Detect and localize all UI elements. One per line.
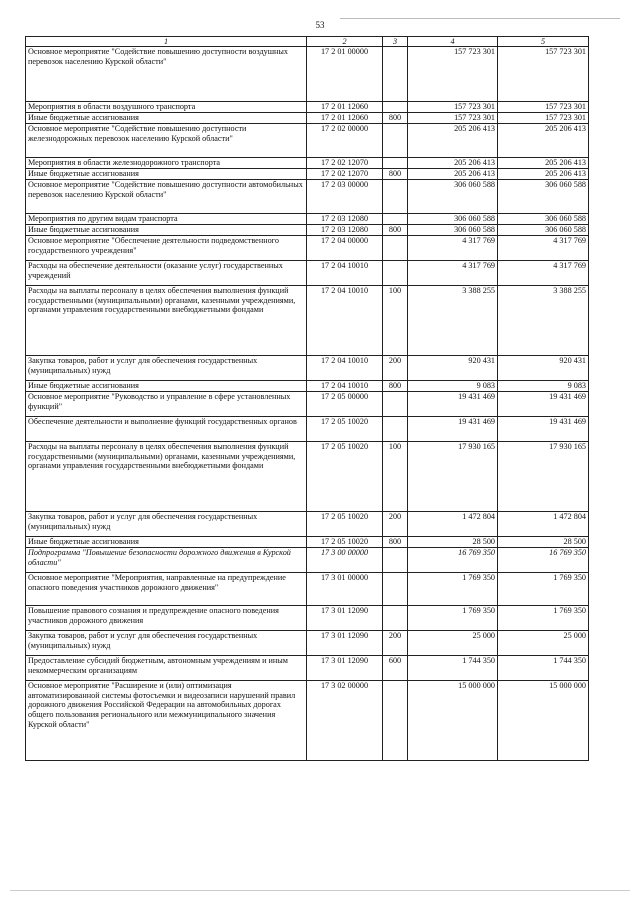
scan-edge-line — [340, 18, 620, 19]
row-amount-cell: 157 723 301 — [498, 113, 589, 124]
row-name-cell: Расходы на выплаты персоналу в целях обеспечения выполнения функций государственными (муниципальными) органами, казенными учреждениями, органами управления государственными внебюджетными фондами — [26, 286, 307, 356]
row-amount-cell: 1 744 350 — [408, 656, 498, 681]
row-code-cell: 17 2 04 00000 — [307, 236, 383, 261]
row-name-cell: Мероприятия в области воздушного транспорта — [26, 102, 307, 113]
row-amount-cell: 306 060 588 — [408, 214, 498, 225]
row-expense-type-cell — [383, 158, 408, 169]
row-expense-type-cell: 100 — [383, 286, 408, 356]
page-bottom-line — [10, 890, 630, 891]
row-expense-type-cell — [383, 180, 408, 214]
row-name-cell: Мероприятия в области железнодорожного транспорта — [26, 158, 307, 169]
row-amount-cell: 17 930 165 — [498, 442, 589, 512]
row-expense-type-cell: 200 — [383, 512, 408, 537]
row-code-cell: 17 2 03 00000 — [307, 180, 383, 214]
row-amount-cell: 1 744 350 — [498, 656, 589, 681]
column-header-3: 3 — [383, 37, 408, 47]
row-expense-type-cell — [383, 102, 408, 113]
table-header-row — [26, 37, 589, 47]
row-expense-type-cell — [383, 392, 408, 417]
table-body — [26, 47, 589, 761]
row-name-cell: Иные бюджетные ассигнования — [26, 113, 307, 124]
row-amount-cell: 920 431 — [498, 356, 589, 381]
row-amount-cell: 16 769 350 — [498, 548, 589, 573]
row-name-cell: Расходы на выплаты персоналу в целях обеспечения выполнения функций государственными (муниципальными) органами, казенными учреждениями, органами управления государственными внебюджетными фондами — [26, 442, 307, 512]
row-expense-type-cell: 200 — [383, 631, 408, 656]
table-row — [26, 417, 589, 442]
row-amount-cell: 4 317 769 — [408, 236, 498, 261]
row-expense-type-cell: 200 — [383, 356, 408, 381]
row-code-cell: 17 2 03 12080 — [307, 214, 383, 225]
row-name-cell: Иные бюджетные ассигнования — [26, 381, 307, 392]
row-code-cell: 17 2 02 00000 — [307, 124, 383, 158]
budget-table — [25, 36, 589, 761]
table-row — [26, 631, 589, 656]
row-name-cell: Основное мероприятие "Содействие повышению доступности воздушных перевозок населению Курской области" — [26, 47, 307, 102]
row-code-cell: 17 2 05 00000 — [307, 392, 383, 417]
row-amount-cell: 205 206 413 — [408, 124, 498, 158]
row-name-cell: Иные бюджетные ассигнования — [26, 225, 307, 236]
row-amount-cell: 205 206 413 — [408, 158, 498, 169]
row-name-cell: Иные бюджетные ассигнования — [26, 537, 307, 548]
row-amount-cell: 157 723 301 — [498, 47, 589, 102]
page-number: 53 — [315, 20, 325, 30]
row-amount-cell: 205 206 413 — [498, 158, 589, 169]
row-code-cell: 17 2 04 10010 — [307, 356, 383, 381]
table-row — [26, 214, 589, 225]
table-row — [26, 442, 589, 512]
row-code-cell: 17 2 01 12060 — [307, 113, 383, 124]
row-code-cell: 17 2 01 12060 — [307, 102, 383, 113]
column-header-1: 1 — [26, 37, 307, 47]
row-name-cell: Основное мероприятие "Расширение и (или) оптимизация автоматизированной системы фотосъемки и видеозаписи нарушений правил дорожного движения Российской Федерации на автомобильных дорогах общего пользования регионального или межмуниципального значения Курской области" — [26, 681, 307, 761]
row-name-cell: Закупка товаров, работ и услуг для обеспечения государственных (муниципальных) нужд — [26, 356, 307, 381]
row-expense-type-cell — [383, 606, 408, 631]
row-amount-cell: 25 000 — [408, 631, 498, 656]
row-amount-cell: 9 083 — [408, 381, 498, 392]
row-expense-type-cell — [383, 236, 408, 261]
row-amount-cell: 15 000 000 — [408, 681, 498, 761]
row-code-cell: 17 2 04 10010 — [307, 381, 383, 392]
table-row — [26, 236, 589, 261]
table-row — [26, 169, 589, 180]
row-expense-type-cell: 800 — [383, 537, 408, 548]
row-amount-cell: 1 472 804 — [408, 512, 498, 537]
row-amount-cell: 25 000 — [498, 631, 589, 656]
row-amount-cell: 19 431 469 — [408, 417, 498, 442]
row-amount-cell: 920 431 — [408, 356, 498, 381]
row-amount-cell: 3 388 255 — [498, 286, 589, 356]
row-name-cell: Расходы на обеспечение деятельности (оказание услуг) государственных учреждений — [26, 261, 307, 286]
column-header-5: 5 — [498, 37, 589, 47]
row-amount-cell: 15 000 000 — [498, 681, 589, 761]
row-amount-cell: 1 769 350 — [498, 573, 589, 606]
row-code-cell: 17 2 02 12070 — [307, 169, 383, 180]
table-row — [26, 681, 589, 761]
row-code-cell: 17 2 02 12070 — [307, 158, 383, 169]
table-row — [26, 548, 589, 573]
row-amount-cell: 306 060 588 — [408, 225, 498, 236]
row-expense-type-cell: 100 — [383, 442, 408, 512]
row-amount-cell: 1 769 350 — [408, 573, 498, 606]
row-amount-cell: 19 431 469 — [498, 392, 589, 417]
row-name-cell: Подпрограмма "Повышение безопасности дорожного движения в Курской области" — [26, 548, 307, 573]
row-amount-cell: 205 206 413 — [408, 169, 498, 180]
row-amount-cell: 306 060 588 — [498, 214, 589, 225]
row-name-cell: Мероприятия по другим видам транспорта — [26, 214, 307, 225]
column-header-2: 2 — [307, 37, 383, 47]
table-row — [26, 225, 589, 236]
row-amount-cell: 157 723 301 — [408, 47, 498, 102]
row-expense-type-cell: 800 — [383, 169, 408, 180]
row-amount-cell: 9 083 — [498, 381, 589, 392]
table-row — [26, 158, 589, 169]
row-name-cell: Закупка товаров, работ и услуг для обеспечения государственных (муниципальных) нужд — [26, 631, 307, 656]
row-amount-cell: 306 060 588 — [498, 180, 589, 214]
row-amount-cell: 205 206 413 — [498, 124, 589, 158]
table-row — [26, 47, 589, 102]
row-expense-type-cell — [383, 681, 408, 761]
table-row — [26, 573, 589, 606]
row-code-cell: 17 2 03 12080 — [307, 225, 383, 236]
row-code-cell: 17 2 05 10020 — [307, 537, 383, 548]
table-row — [26, 180, 589, 214]
row-name-cell: Иные бюджетные ассигнования — [26, 169, 307, 180]
row-amount-cell: 1 769 350 — [408, 606, 498, 631]
row-code-cell: 17 3 01 00000 — [307, 573, 383, 606]
row-code-cell: 17 2 05 10020 — [307, 442, 383, 512]
row-amount-cell: 157 723 301 — [498, 102, 589, 113]
row-amount-cell: 306 060 588 — [408, 180, 498, 214]
row-amount-cell: 4 317 769 — [498, 236, 589, 261]
table-row — [26, 512, 589, 537]
row-code-cell: 17 3 01 12090 — [307, 656, 383, 681]
row-expense-type-cell — [383, 417, 408, 442]
row-name-cell: Предоставление субсидий бюджетным, автономным учреждениям и иным некоммерческим организациям — [26, 656, 307, 681]
row-expense-type-cell: 800 — [383, 225, 408, 236]
row-code-cell: 17 3 02 00000 — [307, 681, 383, 761]
row-amount-cell: 28 500 — [498, 537, 589, 548]
row-name-cell: Основное мероприятие "Содействие повышению доступности железнодорожных перевозок населению Курской области" — [26, 124, 307, 158]
row-expense-type-cell — [383, 214, 408, 225]
row-name-cell: Закупка товаров, работ и услуг для обеспечения государственных (муниципальных) нужд — [26, 512, 307, 537]
row-amount-cell: 205 206 413 — [498, 169, 589, 180]
row-expense-type-cell — [383, 47, 408, 102]
column-header-4: 4 — [408, 37, 498, 47]
row-name-cell: Обеспечение деятельности и выполнение функций государственных органов — [26, 417, 307, 442]
row-name-cell: Основное мероприятие "Руководство и управление в сфере установленных функций" — [26, 392, 307, 417]
row-name-cell: Основное мероприятие "Содействие повышению доступности автомобильных перевозок населению Курской области" — [26, 180, 307, 214]
table-row — [26, 113, 589, 124]
table-row — [26, 606, 589, 631]
row-code-cell: 17 2 05 10020 — [307, 512, 383, 537]
row-expense-type-cell — [383, 548, 408, 573]
row-amount-cell: 19 431 469 — [408, 392, 498, 417]
table-row — [26, 392, 589, 417]
row-code-cell: 17 2 04 10010 — [307, 261, 383, 286]
row-amount-cell: 1 769 350 — [498, 606, 589, 631]
row-name-cell: Повышение правового сознания и предупреждение опасного поведения участников дорожного движения — [26, 606, 307, 631]
row-amount-cell: 1 472 804 — [498, 512, 589, 537]
row-amount-cell: 28 500 — [408, 537, 498, 548]
row-name-cell: Основное мероприятие "Мероприятия, направленные на предупреждение опасного поведения участников дорожного движения" — [26, 573, 307, 606]
row-name-cell: Основное мероприятие "Обеспечение деятельности подведомственного государственного учреждения" — [26, 236, 307, 261]
row-expense-type-cell: 600 — [383, 656, 408, 681]
row-expense-type-cell: 800 — [383, 113, 408, 124]
row-expense-type-cell: 800 — [383, 381, 408, 392]
row-amount-cell: 157 723 301 — [408, 102, 498, 113]
row-code-cell: 17 3 01 12090 — [307, 606, 383, 631]
row-code-cell: 17 2 01 00000 — [307, 47, 383, 102]
row-amount-cell: 306 060 588 — [498, 225, 589, 236]
table-row — [26, 261, 589, 286]
row-expense-type-cell — [383, 573, 408, 606]
row-expense-type-cell — [383, 261, 408, 286]
table-row — [26, 356, 589, 381]
row-amount-cell: 17 930 165 — [408, 442, 498, 512]
row-amount-cell: 4 317 769 — [498, 261, 589, 286]
table-row — [26, 381, 589, 392]
table-row — [26, 286, 589, 356]
row-code-cell: 17 2 04 10010 — [307, 286, 383, 356]
row-amount-cell: 4 317 769 — [408, 261, 498, 286]
row-code-cell: 17 3 00 00000 — [307, 548, 383, 573]
row-amount-cell: 157 723 301 — [408, 113, 498, 124]
table-row — [26, 124, 589, 158]
table-row — [26, 537, 589, 548]
row-amount-cell: 19 431 469 — [498, 417, 589, 442]
table-row — [26, 102, 589, 113]
row-amount-cell: 3 388 255 — [408, 286, 498, 356]
table-row — [26, 656, 589, 681]
row-code-cell: 17 2 05 10020 — [307, 417, 383, 442]
row-code-cell: 17 3 01 12090 — [307, 631, 383, 656]
row-amount-cell: 16 769 350 — [408, 548, 498, 573]
row-expense-type-cell — [383, 124, 408, 158]
